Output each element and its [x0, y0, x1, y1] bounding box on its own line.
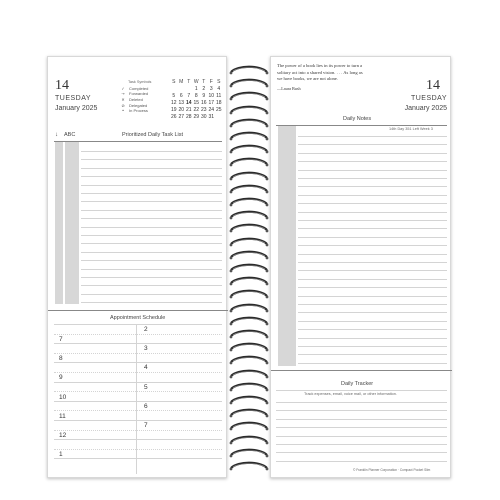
notes-line[interactable] — [298, 270, 447, 271]
spiral-ring-icon — [228, 236, 270, 249]
spiral-ring-icon — [228, 407, 270, 420]
task-symbol-glyph-icon: • — [121, 108, 125, 114]
calendar-day: 2 — [202, 86, 206, 92]
task-line[interactable] — [81, 235, 222, 236]
appointment-hour-right: 3 — [144, 345, 148, 353]
task-line[interactable] — [81, 168, 222, 169]
calendar-weekday-header: W — [193, 79, 199, 85]
calendar-day: 15 — [193, 100, 200, 106]
notes-line[interactable] — [298, 321, 447, 322]
calendar-day: 13 — [178, 100, 185, 106]
task-symbol-label: In Process — [129, 108, 148, 114]
daily-quote — [277, 63, 403, 92]
task-symbol-row — [120, 98, 168, 102]
notes-line[interactable] — [298, 312, 447, 313]
appointment-slot[interactable] — [54, 343, 222, 344]
calendar-weekday-header: T — [187, 79, 191, 85]
appointment-hour-left: 7 — [59, 336, 63, 343]
notes-line[interactable] — [298, 296, 447, 297]
appointment-hour-right: 6 — [144, 402, 148, 410]
calendar-day: 29 — [193, 114, 200, 120]
notes-line[interactable] — [298, 363, 447, 364]
task-line[interactable] — [81, 210, 222, 211]
quote-line: solitary act into a shared vision. . . . As long as — [277, 69, 363, 75]
spiral-ring-icon — [228, 381, 270, 394]
task-line[interactable] — [81, 269, 222, 270]
spiral-ring-icon — [228, 249, 270, 262]
task-symbols-legend — [120, 81, 168, 115]
calendar-day: 10 — [208, 93, 215, 99]
task-line[interactable] — [81, 252, 222, 253]
spiral-ring-icon — [228, 434, 270, 447]
day-count-info: 14th Day 351 Left Week 3 — [389, 127, 433, 131]
task-list-title: Prioritized Daily Task List — [122, 132, 184, 138]
notes-line[interactable] — [298, 245, 447, 246]
task-line[interactable] — [81, 185, 222, 186]
notes-line[interactable] — [298, 329, 447, 330]
tracker-line[interactable] — [276, 427, 447, 428]
spiral-ring-icon — [228, 302, 270, 315]
spiral-ring-icon — [228, 196, 270, 209]
priority-status-column — [55, 142, 63, 304]
calendar-weekday-header: S — [217, 79, 221, 85]
task-symbol-label: Forwarded — [129, 91, 149, 97]
notes-line[interactable] — [298, 354, 447, 355]
spiral-ring-icon — [228, 170, 270, 183]
notes-line[interactable] — [298, 161, 447, 162]
calendar-day: 31 — [208, 114, 215, 120]
spiral-ring-icon — [228, 288, 270, 301]
calendar-day: 14 — [185, 100, 192, 106]
task-line[interactable] — [81, 159, 222, 160]
notes-line[interactable] — [298, 203, 447, 204]
notes-line[interactable] — [298, 338, 447, 339]
notes-line[interactable] — [298, 346, 447, 347]
task-symbols-title: Task Symbols — [128, 80, 152, 84]
notes-line[interactable] — [298, 279, 447, 280]
task-symbol-glyph-icon: ✕ — [121, 96, 125, 102]
daily-tracker-title: Daily Tracker — [341, 381, 374, 387]
right-planner-page — [270, 56, 451, 478]
spiral-ring-icon — [228, 368, 270, 381]
calendar-day: 20 — [178, 107, 185, 113]
notes-line[interactable] — [298, 304, 447, 305]
task-line[interactable] — [81, 243, 222, 244]
calendar-day: 23 — [200, 107, 207, 113]
appointment-slot[interactable] — [54, 420, 222, 421]
notes-line[interactable] — [298, 195, 447, 196]
quote-author: —Laura Bush — [277, 85, 301, 91]
left-date-number: 14 — [55, 78, 69, 93]
calendar-day: 6 — [179, 93, 183, 99]
appointment-slot[interactable] — [54, 401, 222, 402]
notes-line[interactable] — [298, 144, 447, 145]
copyright-footer: © Franklin Planner Corporation · Compact Pocket Slim — [353, 468, 431, 472]
calendar-weekday-header: T — [202, 79, 206, 85]
calendar-day: 5 — [172, 93, 176, 99]
priority-abc-label: ABC — [64, 132, 76, 138]
calendar-day — [178, 86, 186, 92]
spiral-ring-icon — [228, 341, 270, 354]
left-planner-page — [47, 56, 227, 478]
sort-arrow-icon: ↓ — [55, 132, 58, 138]
task-symbol-glyph-icon: ✓ — [121, 85, 125, 91]
task-line[interactable] — [81, 227, 222, 228]
appointment-slot[interactable] — [54, 439, 222, 440]
spiral-ring-icon — [228, 104, 270, 117]
right-month-year: January 2025 — [404, 105, 447, 112]
tracker-line[interactable] — [276, 402, 447, 403]
calendar-day: 17 — [208, 100, 215, 106]
task-line[interactable] — [81, 277, 222, 278]
notes-line[interactable] — [298, 186, 447, 187]
notes-line[interactable] — [298, 136, 447, 137]
spiral-ring-icon — [228, 77, 270, 90]
calendar-day: 4 — [217, 86, 221, 92]
calendar-day: 8 — [194, 93, 198, 99]
calendar-day — [170, 86, 178, 92]
calendar-weekday-header: M — [179, 79, 184, 85]
spiral-binding — [228, 64, 270, 474]
appointment-hour-right: 2 — [144, 326, 148, 333]
calendar-day: 18 — [215, 100, 222, 106]
spiral-ring-icon — [228, 183, 270, 196]
calendar-day: 7 — [187, 93, 191, 99]
calendar-day — [185, 86, 193, 92]
task-line[interactable] — [81, 218, 222, 219]
calendar-day: 1 — [194, 86, 198, 92]
appointment-hour-left: 11 — [59, 412, 66, 420]
tracker-line[interactable] — [276, 461, 447, 462]
right-date-number: 14 — [426, 78, 440, 93]
task-symbol-row — [120, 92, 168, 96]
notes-line[interactable] — [298, 287, 447, 288]
appointment-schedule-title: Appointment Schedule — [110, 315, 166, 321]
calendar-day: 26 — [170, 114, 177, 120]
notes-line[interactable] — [298, 254, 447, 255]
task-symbol-glyph-icon: → — [121, 91, 125, 97]
appointment-slot[interactable] — [54, 382, 222, 383]
calendar-day: 16 — [200, 100, 207, 106]
calendar-day — [215, 114, 223, 120]
notes-line[interactable] — [298, 212, 447, 213]
calendar-day: 12 — [170, 100, 177, 106]
tracker-line[interactable] — [276, 410, 447, 411]
tracker-line[interactable] — [276, 444, 447, 445]
spiral-ring-icon — [228, 209, 270, 222]
spiral-ring-icon — [228, 156, 270, 169]
notes-line[interactable] — [298, 153, 447, 154]
tracker-line[interactable] — [276, 419, 447, 420]
appointment-hour-left: 8 — [59, 355, 63, 363]
calendar-day: 9 — [202, 93, 206, 99]
tracker-line[interactable] — [276, 452, 447, 453]
spiral-ring-icon — [228, 222, 270, 235]
calendar-day: 19 — [170, 107, 177, 113]
spiral-ring-icon — [228, 262, 270, 275]
appointment-hour-left: 10 — [59, 393, 67, 401]
left-weekday: TUESDAY — [55, 95, 92, 102]
task-symbol-label: Delegated — [129, 102, 148, 108]
spiral-ring-icon — [228, 130, 270, 143]
calendar-day: 28 — [185, 114, 192, 120]
notes-line[interactable] — [298, 228, 447, 229]
right-weekday: TUESDAY — [410, 95, 447, 102]
spiral-ring-icon — [228, 420, 270, 433]
task-line[interactable] — [81, 151, 222, 152]
appointment-slot[interactable] — [54, 458, 222, 459]
spiral-ring-icon — [228, 64, 270, 77]
priority-abc-column — [65, 142, 79, 304]
task-line[interactable] — [81, 193, 222, 194]
spiral-ring-icon — [228, 394, 270, 407]
task-symbol-row — [120, 87, 168, 91]
task-line[interactable] — [81, 285, 222, 286]
task-symbol-glyph-icon: ⊘ — [121, 102, 125, 108]
task-line[interactable] — [81, 294, 222, 295]
task-line[interactable] — [81, 176, 222, 177]
quote-line: we have books, we are not alone. — [277, 76, 338, 82]
appointment-slot[interactable] — [54, 362, 222, 363]
spiral-ring-icon — [228, 447, 270, 460]
spiral-ring-icon — [228, 328, 270, 341]
calendar-day: 3 — [209, 86, 213, 92]
spiral-ring-icon — [228, 275, 270, 288]
task-line[interactable] — [81, 302, 222, 303]
spiral-ring-icon — [228, 460, 270, 473]
notes-line[interactable] — [298, 262, 447, 263]
calendar-day: 25 — [215, 107, 222, 113]
calendar-day: 30 — [200, 114, 207, 120]
tracker-instructions: Track expenses, email, voice mail, or other information. — [304, 392, 397, 396]
task-symbol-label: Deleted — [129, 96, 143, 102]
calendar-day: 11 — [216, 93, 222, 99]
appointment-hour-left: 9 — [59, 374, 63, 382]
spiral-ring-icon — [228, 143, 270, 156]
tracker-line[interactable] — [276, 436, 447, 437]
appointment-hour-right: 7 — [144, 422, 148, 429]
task-symbol-row — [120, 109, 168, 113]
quote-line: The power of a book lies in its power to turn a — [277, 63, 363, 68]
notes-line[interactable] — [298, 178, 447, 179]
task-line[interactable] — [81, 201, 222, 202]
calendar-day: 27 — [178, 114, 185, 120]
spiral-ring-icon — [228, 90, 270, 103]
left-month-year: January 2025 — [55, 105, 98, 112]
appointment-hour-right: 5 — [144, 383, 148, 391]
task-line[interactable] — [81, 260, 222, 261]
calendar-day: 22 — [193, 107, 200, 113]
spiral-ring-icon — [228, 354, 270, 367]
calendar-day: 21 — [185, 107, 192, 113]
calendar-weekday-header: F — [209, 79, 213, 85]
task-symbol-row — [120, 104, 168, 108]
notes-line[interactable] — [298, 170, 447, 171]
mini-calendar — [170, 79, 223, 120]
calendar-day: 24 — [208, 107, 215, 113]
appointment-hour-right: 4 — [144, 364, 148, 372]
notes-margin-column — [278, 126, 296, 366]
notes-line[interactable] — [298, 237, 447, 238]
spiral-ring-icon — [228, 117, 270, 130]
spiral-ring-icon — [228, 315, 270, 328]
calendar-weekday-header: S — [172, 79, 176, 85]
notes-line[interactable] — [298, 220, 447, 221]
daily-notes-title: Daily Notes — [343, 116, 372, 122]
task-symbol-label: Completed — [129, 85, 149, 91]
appointment-hour-left: 12 — [59, 432, 67, 439]
appointment-hour-left: 1 — [59, 451, 63, 459]
